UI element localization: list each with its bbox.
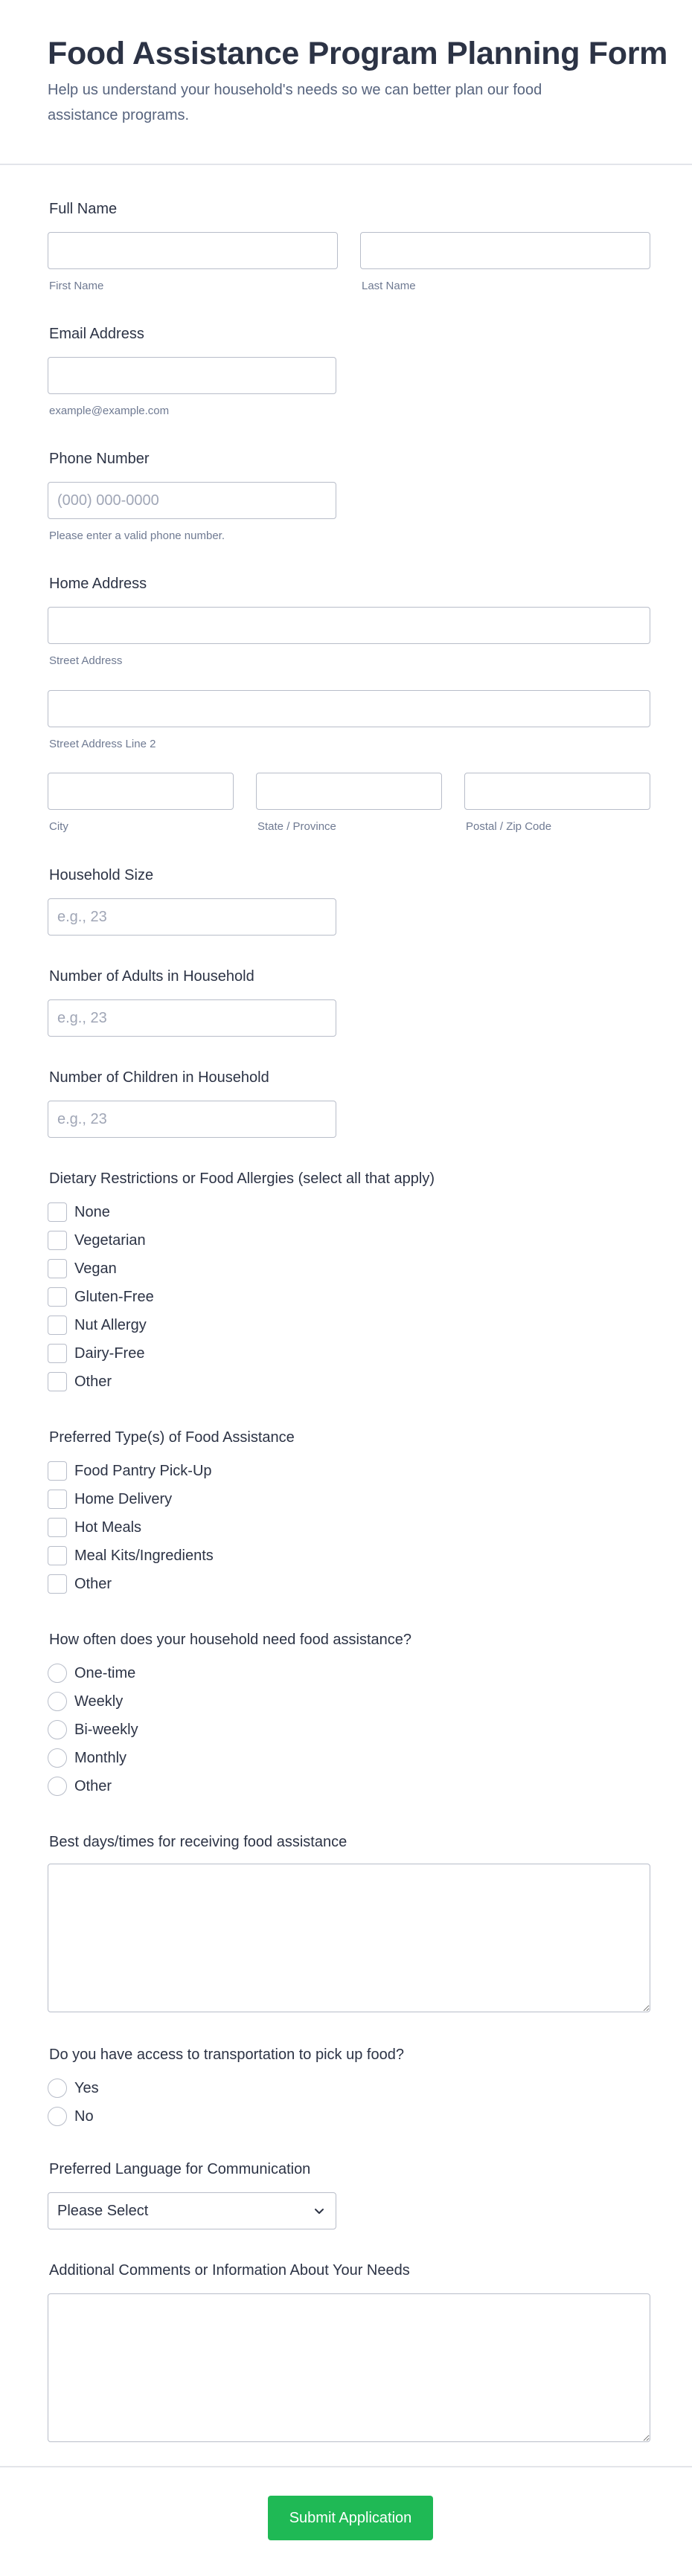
checkbox[interactable] [48,1344,67,1363]
street-address-line2-sublabel: Street Address Line 2 [49,738,156,750]
last-name-input[interactable] [360,232,650,269]
form-subtitle: Help us understand your household's needs so we can better plan our food assistance programs. [48,82,542,123]
home-address-label: Home Address [49,576,147,592]
option-label: Monthly [74,1749,127,1766]
email-input[interactable] [48,357,336,394]
children-input[interactable] [48,1101,336,1138]
comments-label: Additional Comments or Information About Your Needs [49,2262,410,2279]
transportation-label: Do you have access to transportation to pick up food? [49,2047,404,2063]
dietary-option-nut-allergy[interactable] [48,1315,147,1336]
checkbox[interactable] [48,1574,67,1594]
dietary-option-vegan[interactable] [48,1258,117,1279]
option-label: Dairy-Free [74,1345,145,1362]
household-size-input[interactable] [48,898,336,936]
checkbox[interactable] [48,1202,67,1222]
best-times-label: Best days/times for receiving food assistance [49,1834,347,1850]
radio-button[interactable] [48,1748,67,1768]
first-name-sublabel: First Name [49,280,104,292]
checkbox[interactable] [48,1259,67,1278]
checkbox[interactable] [48,1518,67,1537]
street-address-line2-input[interactable] [48,690,650,727]
phone-label: Phone Number [49,451,150,467]
language-selected-value: Please Select [57,2202,149,2219]
option-label: Home Delivery [74,1490,173,1507]
assistance-option-hot-meals[interactable] [48,1517,141,1538]
zip-sublabel: Postal / Zip Code [466,820,552,833]
language-select[interactable] [48,2192,336,2229]
transportation-option-no[interactable] [48,2106,94,2127]
assistance-option-other[interactable] [48,1574,112,1594]
assistance-option-meal-kits[interactable] [48,1545,214,1566]
street-address-sublabel: Street Address [49,654,123,667]
radio-button[interactable] [48,1720,67,1739]
children-label: Number of Children in Household [49,1069,269,1086]
option-label: Hot Meals [74,1519,142,1536]
frequency-option-one-time[interactable] [48,1663,135,1684]
option-label: Vegetarian [74,1231,146,1249]
checkbox[interactable] [48,1461,67,1481]
option-label: Bi-weekly [74,1721,138,1738]
checkbox[interactable] [48,1287,67,1307]
option-label: Food Pantry Pick-Up [74,1462,212,1479]
frequency-label: How often does your household need food assistance? [49,1632,412,1648]
radio-button[interactable] [48,1664,67,1683]
option-label: Other [74,1777,112,1794]
email-label: Email Address [49,326,144,342]
dietary-option-dairy-free[interactable] [48,1343,144,1364]
household-size-label: Household Size [49,867,154,883]
option-label: Other [74,1575,112,1592]
dietary-option-other[interactable] [48,1371,112,1392]
transportation-option-yes[interactable] [48,2078,99,2099]
street-address-input[interactable] [48,607,650,644]
option-label: Weekly [74,1693,124,1710]
dietary-option-vegetarian[interactable] [48,1230,146,1251]
option-label: No [74,2108,94,2125]
assistance-option-home-delivery[interactable] [48,1489,172,1510]
option-label: Other [74,1373,112,1390]
chevron-down-icon [312,2203,327,2218]
option-label: Yes [74,2079,99,2096]
city-sublabel: City [49,820,68,833]
first-name-input[interactable] [48,232,338,269]
option-label: Nut Allergy [74,1316,147,1333]
dietary-label: Dietary Restrictions or Food Allergies (select all that apply) [49,1171,435,1187]
state-input[interactable] [256,773,442,810]
city-input[interactable] [48,773,234,810]
frequency-option-monthly[interactable] [48,1748,126,1768]
best-times-textarea[interactable] [48,1864,650,2012]
dietary-option-none[interactable] [48,1202,110,1223]
adults-label: Number of Adults in Household [49,968,254,985]
full-name-label: Full Name [49,201,118,217]
radio-button[interactable] [48,2078,67,2098]
option-label: Gluten-Free [74,1288,154,1305]
checkbox[interactable] [48,1372,67,1391]
form-header [0,0,692,165]
phone-input[interactable] [48,482,336,519]
radio-button[interactable] [48,1692,67,1711]
phone-sublabel: Please enter a valid phone number. [49,529,225,542]
assistance-type-label: Preferred Type(s) of Food Assistance [49,1429,295,1446]
checkbox[interactable] [48,1490,67,1509]
assistance-option-pantry-pickup[interactable] [48,1461,212,1481]
zip-input[interactable] [464,773,650,810]
radio-button[interactable] [48,2107,67,2126]
submit-button[interactable]: Submit Application [268,2496,433,2540]
frequency-option-bi-weekly[interactable] [48,1719,138,1740]
checkbox[interactable] [48,1231,67,1250]
radio-button[interactable] [48,1777,67,1796]
language-label: Preferred Language for Communication [49,2161,311,2177]
checkbox[interactable] [48,1316,67,1335]
last-name-sublabel: Last Name [362,280,416,292]
option-label: None [74,1203,110,1220]
option-label: Vegan [74,1260,117,1277]
checkbox[interactable] [48,1546,67,1565]
dietary-option-gluten-free[interactable] [48,1287,154,1307]
option-label: Meal Kits/Ingredients [74,1547,214,1564]
state-sublabel: State / Province [257,820,336,833]
frequency-option-weekly[interactable] [48,1691,123,1712]
adults-input[interactable] [48,999,336,1037]
form-title: Food Assistance Program Planning Form [48,36,668,71]
comments-textarea[interactable] [48,2293,650,2442]
option-label: One-time [74,1664,136,1681]
frequency-option-other[interactable] [48,1776,112,1797]
email-sublabel: example@example.com [49,405,170,417]
